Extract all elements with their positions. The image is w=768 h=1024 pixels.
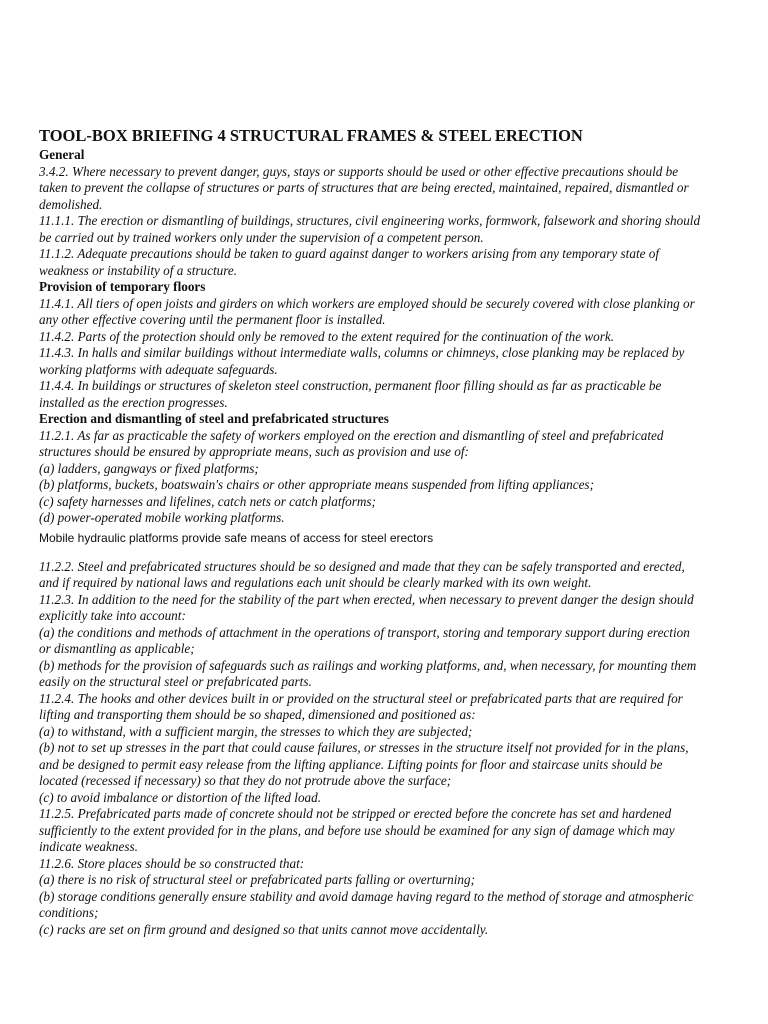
paragraph: 11.2.6. Store places should be so constructed that: <box>39 855 305 871</box>
document-title: TOOL-BOX BRIEFING 4 STRUCTURAL FRAMES & STEEL ERECTION <box>39 126 583 145</box>
paragraph: 11.1.2. Adequate precautions should be taken to guard against danger to workers arising from any temporary state of weakness or instability of a structure. <box>39 246 660 278</box>
list-item: (b) platforms, buckets, boatswain's chairs or other appropriate means suspended from lifting appliances; <box>39 477 594 492</box>
paragraph: 11.4.1. All tiers of open joists and girders on which workers are employed should be securely covered with close planking or any other effective covering until the permanent floor is installed. <box>39 295 695 327</box>
paragraph: 11.2.2. Steel and prefabricated structures should be so designed and made that they can be safely transported and erected, and if required by national laws and regulations each unit should be clearly marked with its own weight. <box>39 558 685 590</box>
list-item: (d) power-operated mobile working platforms. <box>39 510 285 525</box>
list-item: (a) there is no risk of structural steel or prefabricated parts falling or overturning; <box>39 872 476 887</box>
section-heading-erection: Erection and dismantling of steel and prefabricated structures <box>39 411 389 426</box>
list-item: (b) methods for the provision of safeguards such as railings and working platforms, and, when necessary, for mounting them easily on the structural steel or prefabricated parts. <box>39 657 697 689</box>
paragraph: 11.4.2. Parts of the protection should only be removed to the extent required for the continuation of the work. <box>39 328 615 344</box>
list-item: (b) not to set up stresses in the part that could cause failures, or stresses in the structure itself not provided for in the plans, and be designed to permit easy release from the lifting appliance. Lifting points for floor and staircase units should be located (recessed if necessary) so that they do not protrude above the surface; <box>39 740 689 788</box>
list-item: (b) storage conditions generally ensure stability and avoid damage having regard to the method of storage and atmospheric conditions; <box>39 888 694 920</box>
list-item: (a) the conditions and methods of attachment in the operations of transport, storing and temporary support during erection or dismantling as applicable; <box>39 624 690 656</box>
list-item: (a) ladders, gangways or fixed platforms; <box>39 460 259 476</box>
list-item: (c) safety harnesses and lifelines, catch nets or catch platforms; <box>39 493 376 509</box>
paragraph: 11.2.4. The hooks and other devices built in or provided on the structural steel or prefabricated parts that are required for lifting and transporting them should be so shaped, dimensioned and positioned as: <box>39 690 683 722</box>
image-caption: Mobile hydraulic platforms provide safe means of access for steel erectors <box>39 530 434 545</box>
document-page <box>39 126 701 938</box>
list-item: (c) to avoid imbalance or distortion of the lifted load. <box>39 789 322 805</box>
paragraph: 11.2.1. As far as practicable the safety of workers employed on the erection and dismantling of steel and prefabricated structures should be ensured by appropriate means, such as provision and use of: <box>39 427 664 459</box>
section-heading-temporary-floors: Provision of temporary floors <box>39 279 206 294</box>
paragraph: 3.4.2. Where necessary to prevent danger, guys, stays or supports should be used or other effective precautions should be taken to prevent the collapse of structures or parts of structures that are being erected, maintained, repaired, dismantled or demolished. <box>39 163 689 212</box>
list-item: (a) to withstand, with a sufficient margin, the stresses to which they are subjected; <box>39 723 473 739</box>
list-item: (c) racks are set on firm ground and designed so that units cannot move accidentally. <box>39 921 489 937</box>
paragraph: 11.2.5. Prefabricated parts made of concrete should not be stripped or erected before the concrete has set and hardened sufficiently to the extent provided for in the plans, and before use should be examined for any sign of damage which may indicate weakness. <box>39 806 675 854</box>
paragraph: 11.2.3. In addition to the need for the stability of the part when erected, when necessary to prevent danger the design should explicitly take into account: <box>39 591 694 623</box>
paragraph: 11.4.3. In halls and similar buildings without intermediate walls, columns or chimneys, close planking may be replaced by working platforms with adequate safeguards. <box>39 345 685 377</box>
paragraph: 11.4.4. In buildings or structures of skeleton steel construction, permanent floor filling should as far as practicable be installed as the erection progresses. <box>39 378 662 410</box>
section-heading-general: General <box>39 147 85 162</box>
paragraph: 11.1.1. The erection or dismantling of buildings, structures, civil engineering works, formwork, falsework and shoring should be carried out by trained workers only under the supervision of a competent person. <box>39 213 701 245</box>
